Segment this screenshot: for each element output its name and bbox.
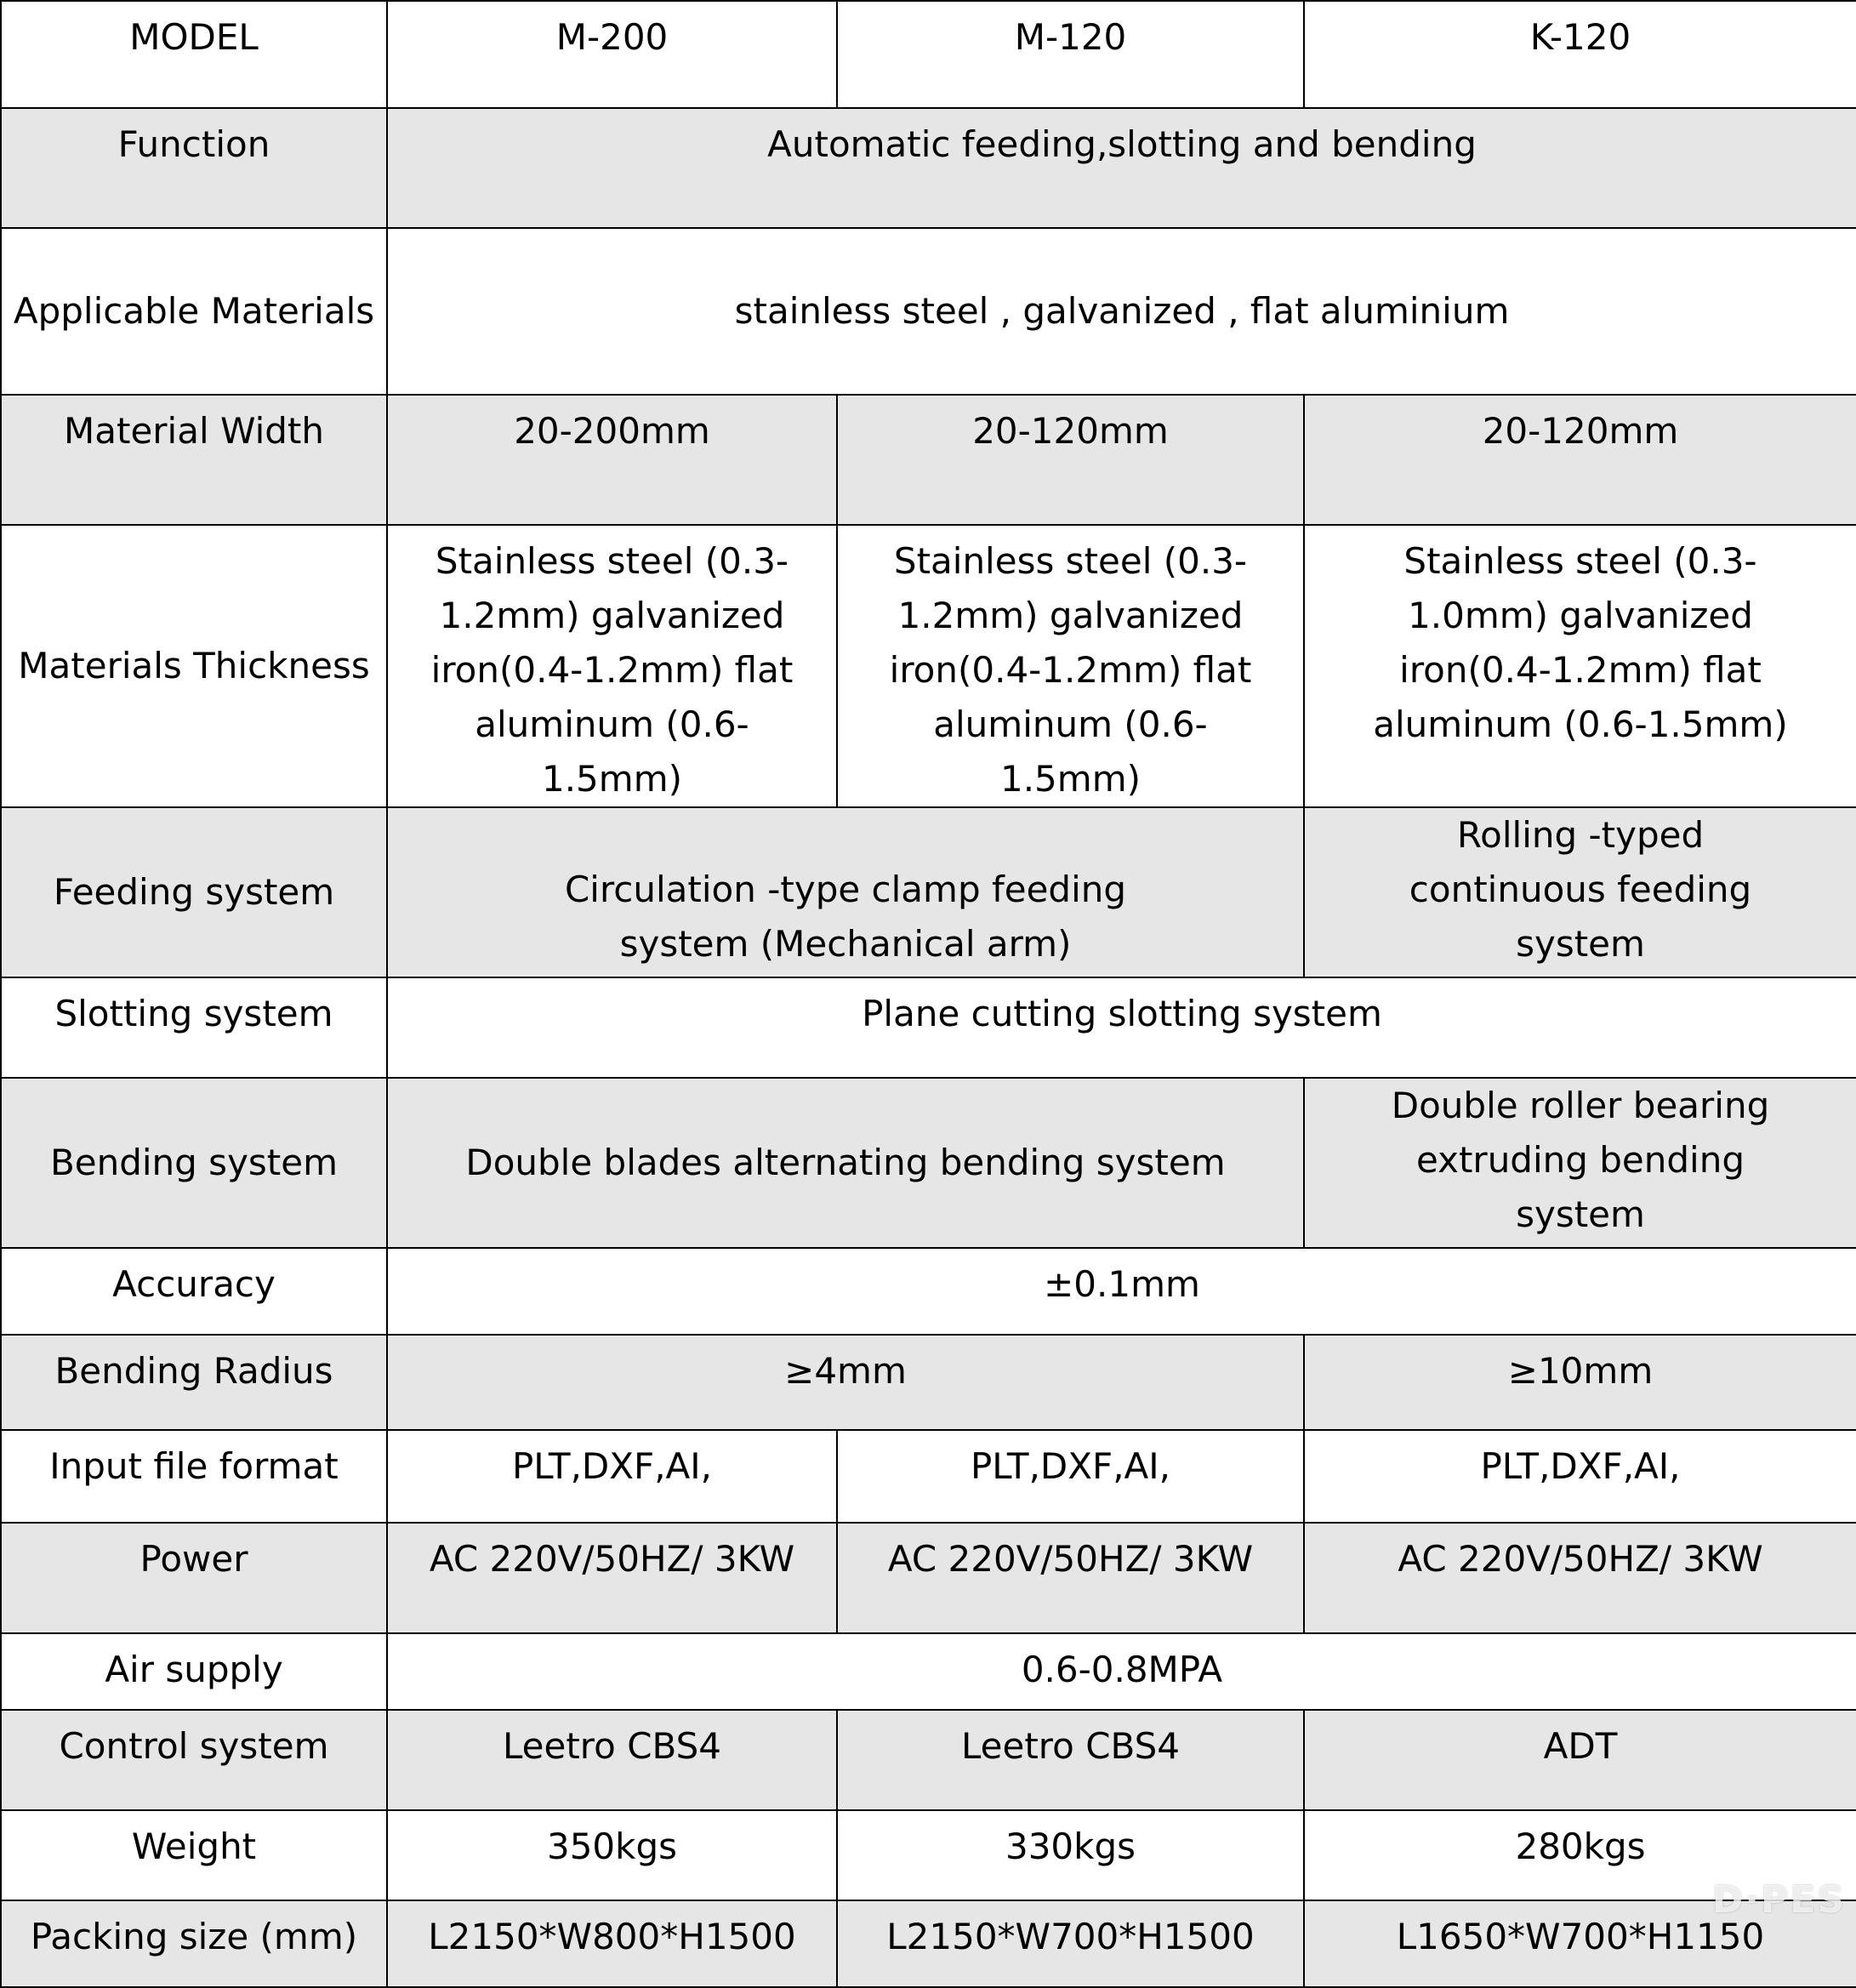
weight-m120: 330kgs	[837, 1810, 1304, 1900]
feeding-system-row	[1, 807, 1856, 977]
model-header-label: MODEL	[1, 1, 387, 108]
power-k120: AC 220V/50HZ/ 3KW	[1304, 1523, 1856, 1633]
control-system-m120: Leetro CBS4	[837, 1710, 1304, 1810]
function-label: Function	[1, 108, 387, 228]
power-m120: AC 220V/50HZ/ 3KW	[837, 1523, 1304, 1633]
watermark-logo: D·PES	[1711, 1878, 1846, 1922]
bending-radius-m-series: ≥4mm	[387, 1335, 1304, 1430]
bending-radius-k-series: ≥10mm	[1304, 1335, 1856, 1430]
input-file-format-row	[1, 1430, 1856, 1523]
accuracy-row	[1, 1248, 1856, 1335]
bending-system-k-series: Double roller bearing extruding bending system	[1304, 1078, 1856, 1248]
control-system-row	[1, 1710, 1856, 1810]
materials-thickness-k120: Stainless steel (0.3-1.0mm) galvanized iron(0.4-1.2mm) flat aluminum (0.6-1.5mm)	[1304, 525, 1856, 807]
weight-m200: 350kgs	[387, 1810, 837, 1900]
model-name-k120: K-120	[1304, 1, 1856, 108]
weight-row	[1, 1810, 1856, 1900]
materials-thickness-m200: Stainless steel (0.3-1.2mm) galvanized iron(0.4-1.2mm) flat aluminum (0.6-1.5mm)	[387, 525, 837, 807]
packing-size-k120: L1650*W700*H1150	[1304, 1900, 1856, 1987]
packing-size-m200: L2150*W800*H1500	[387, 1900, 837, 1987]
weight-k120: 280kgs	[1304, 1810, 1856, 1900]
packing-size-m120: L2150*W700*H1500	[837, 1900, 1304, 1987]
input-file-format-k120: PLT,DXF,AI,	[1304, 1430, 1856, 1523]
applicable-materials-row	[1, 228, 1856, 395]
material-width-row	[1, 395, 1856, 525]
slotting-system-value: Plane cutting slotting system	[387, 977, 1856, 1078]
feeding-system-label: Feeding system	[1, 807, 387, 977]
input-file-format-m120: PLT,DXF,AI,	[837, 1430, 1304, 1523]
feeding-system-k-series: Rolling -typed continuous feeding system	[1304, 807, 1856, 977]
material-width-m120: 20-120mm	[837, 395, 1304, 525]
material-width-m200: 20-200mm	[387, 395, 837, 525]
applicable-materials-value: stainless steel , galvanized , flat aluminium	[387, 228, 1856, 395]
input-file-format-label: Input file format	[1, 1430, 387, 1523]
function-row	[1, 108, 1856, 228]
accuracy-value: ±0.1mm	[387, 1248, 1856, 1335]
slotting-system-label: Slotting system	[1, 977, 387, 1078]
materials-thickness-row	[1, 525, 1856, 807]
feeding-system-m-series: Circulation -type clamp feeding system (Mechanical arm)	[387, 807, 1304, 977]
materials-thickness-m120: Stainless steel (0.3-1.2mm) galvanized iron(0.4-1.2mm) flat aluminum (0.6-1.5mm)	[837, 525, 1304, 807]
packing-size-label: Packing size (mm)	[1, 1900, 387, 1987]
model-row	[1, 1, 1856, 108]
material-width-label: Material Width	[1, 395, 387, 525]
air-supply-label: Air supply	[1, 1633, 387, 1710]
power-row	[1, 1523, 1856, 1633]
bending-system-m-series: Double blades alternating bending system	[387, 1078, 1304, 1248]
power-m200: AC 220V/50HZ/ 3KW	[387, 1523, 837, 1633]
weight-label: Weight	[1, 1810, 387, 1900]
control-system-k120: ADT	[1304, 1710, 1856, 1810]
power-label: Power	[1, 1523, 387, 1633]
accuracy-label: Accuracy	[1, 1248, 387, 1335]
bending-radius-label: Bending Radius	[1, 1335, 387, 1430]
slotting-system-row	[1, 977, 1856, 1078]
air-supply-row	[1, 1633, 1856, 1710]
model-name-m120: M-120	[837, 1, 1304, 108]
materials-thickness-label: Materials Thickness	[1, 525, 387, 807]
input-file-format-m200: PLT,DXF,AI,	[387, 1430, 837, 1523]
bending-system-row	[1, 1078, 1856, 1248]
air-supply-value: 0.6-0.8MPA	[387, 1633, 1856, 1710]
function-value: Automatic feeding,slotting and bending	[387, 108, 1856, 228]
model-name-m200: M-200	[387, 1, 837, 108]
applicable-materials-label: Applicable Materials	[1, 228, 387, 395]
material-width-k120: 20-120mm	[1304, 395, 1856, 525]
bending-system-label: Bending system	[1, 1078, 387, 1248]
control-system-m200: Leetro CBS4	[387, 1710, 837, 1810]
bending-radius-row	[1, 1335, 1856, 1430]
control-system-label: Control system	[1, 1710, 387, 1810]
packing-size-row	[1, 1900, 1856, 1987]
